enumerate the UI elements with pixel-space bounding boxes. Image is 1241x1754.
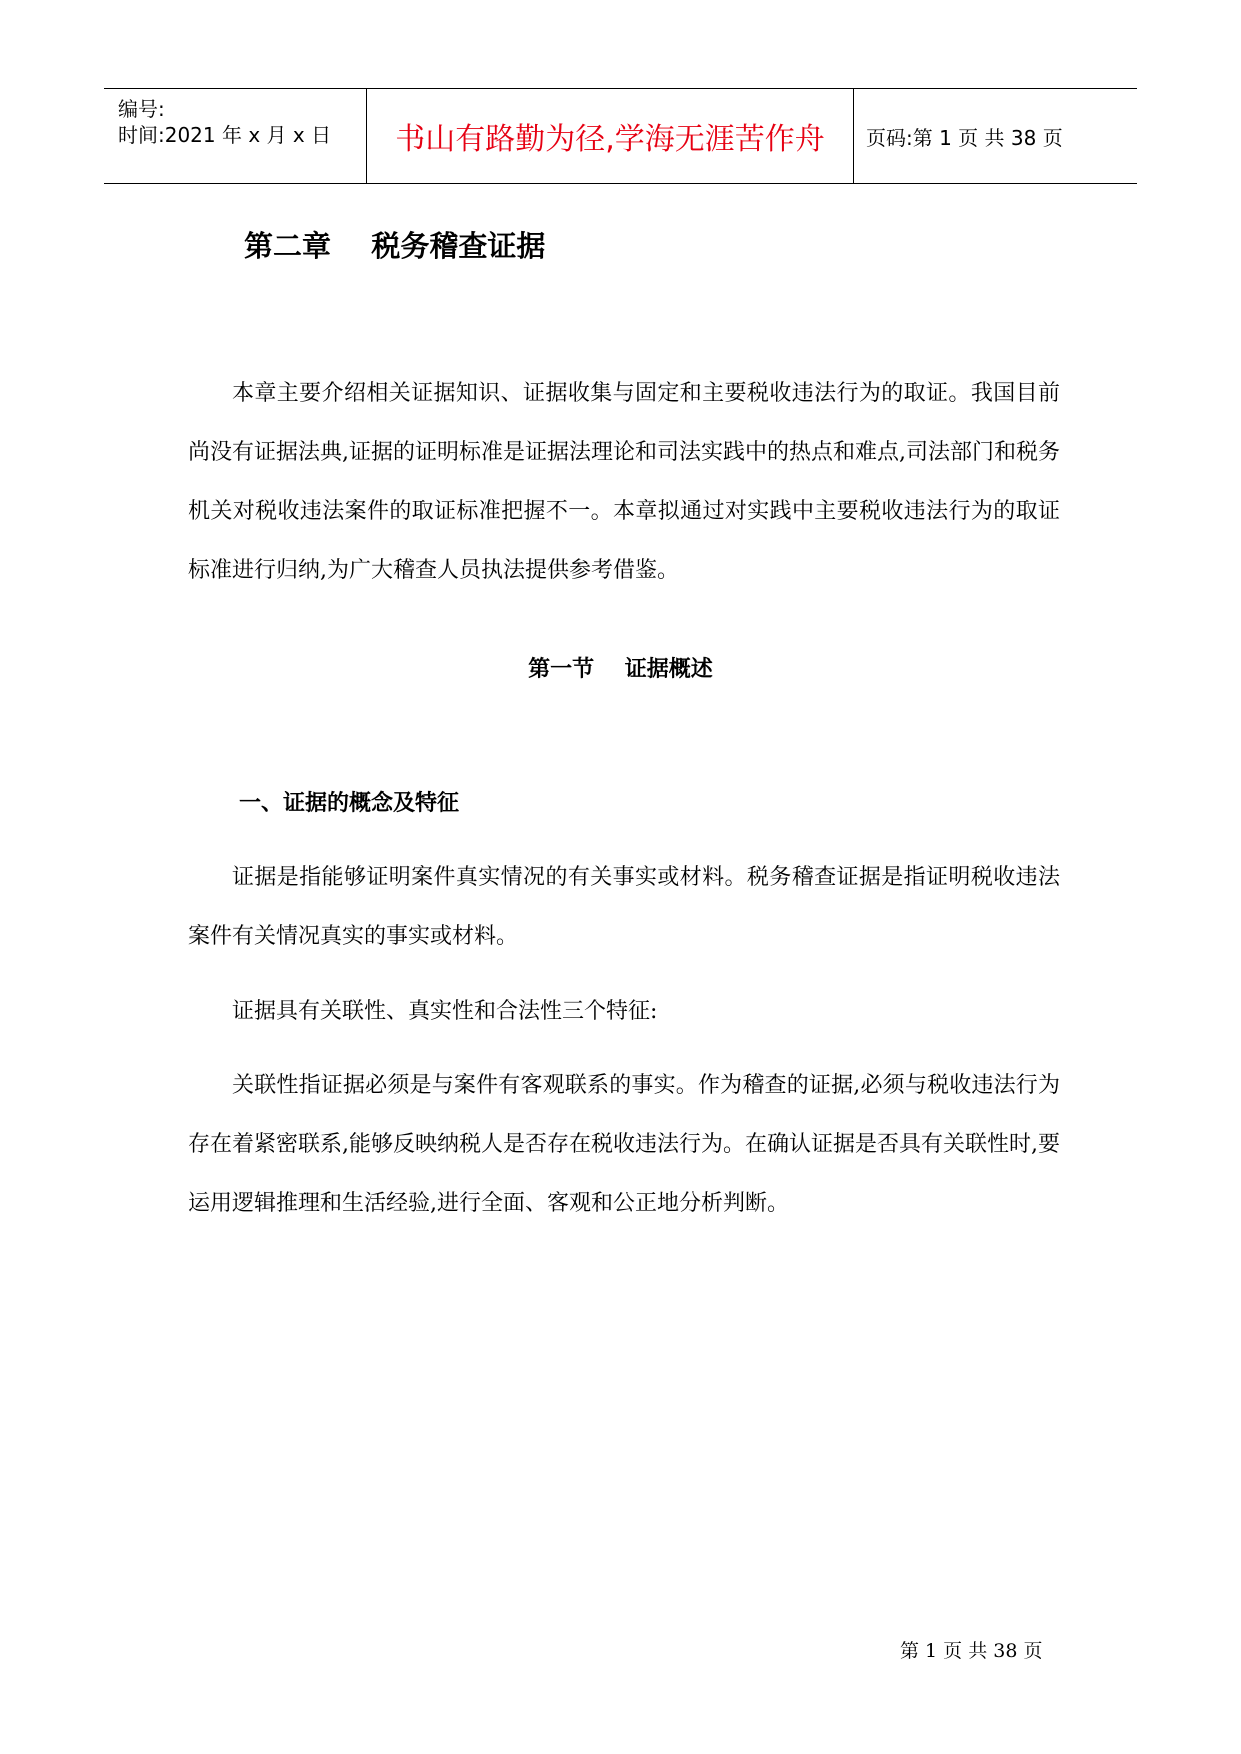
section-title: 第一节 证据概述 <box>528 657 713 682</box>
subsection-title: 一、证据的概念及特征 <box>239 791 460 816</box>
header-page-info: 页码:第 1 页 共 38 页 <box>866 125 1063 150</box>
page-footer: 第 1 页 共 38 页 <box>900 1640 1043 1662</box>
paragraph-evidence-definition: 证据是指能够证明案件真实情况的有关事实或材料。税务稽查证据是指证明税收违法案件有关情况真实的事实或材料。 <box>188 865 1060 949</box>
intro-paragraph: 本章主要介绍相关证据知识、证据收集与固定和主要税收违法行为的取证。我国目前尚没有证据法典,证据的证明标准是证据法理论和司法实践中的热点和难点,司法部门和税务机关对税收违法案件的取证标准把握不一。本章拟通过对实践中主要税收违法行为的取证标准进行归纳,为广大稽查人员执法提供参考借鉴。 <box>188 381 1060 583</box>
document-number-label: 编号: <box>118 97 165 121</box>
paragraph-relevance: 关联性指证据必须是与案件有客观联系的事实。作为稽查的证据,必须与税收违法行为存在着紧密联系,能够反映纳税人是否存在税收违法行为。在确认证据是否具有关联性时,要运用逻辑推理和生活经验,进行全面、客观和公正地分析判断。 <box>188 1073 1060 1216</box>
page-header <box>104 88 1137 184</box>
paragraph-evidence-features: 证据具有关联性、真实性和合法性三个特征: <box>232 999 658 1024</box>
header-motto: 书山有路勤为径,学海无涯苦作舟 <box>367 89 854 183</box>
chapter-title: 第二章 税务稽查证据 <box>244 229 546 263</box>
header-meta-cell <box>104 89 367 183</box>
document-time-label: 时间:2021 年 x 月 x 日 <box>118 123 332 147</box>
